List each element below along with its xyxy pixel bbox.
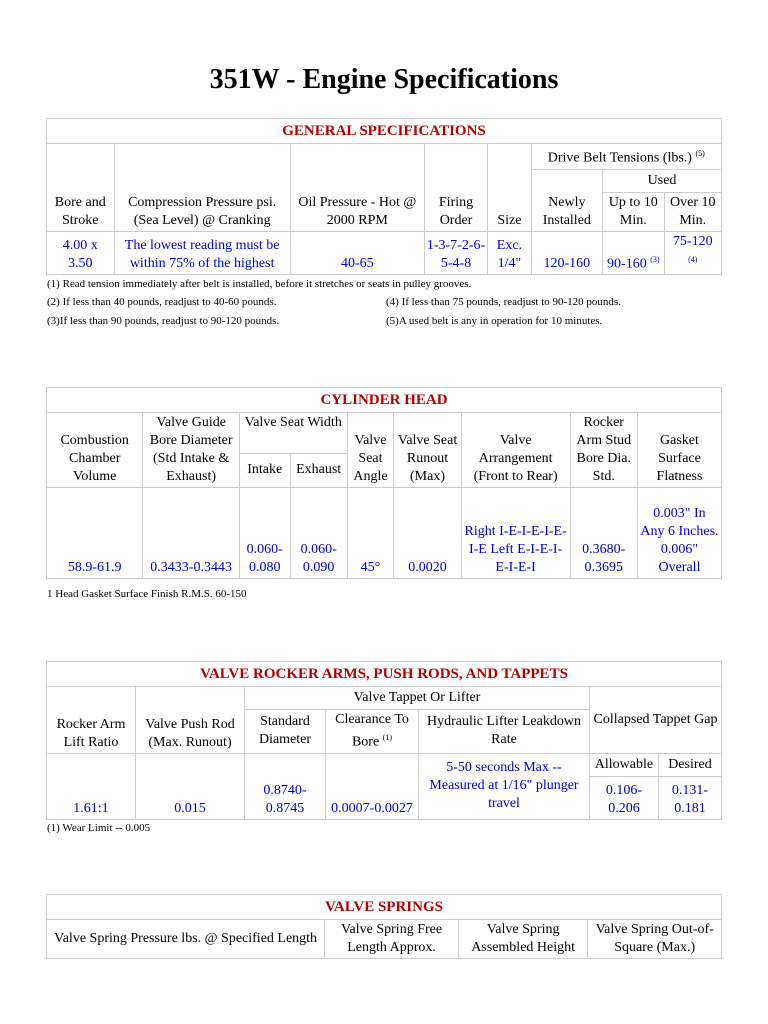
oil-pressure-value: 40-65	[290, 231, 424, 275]
standard-diameter-header: Standard Diameter	[245, 710, 326, 754]
lift-ratio-value: 1.61:1	[47, 753, 136, 819]
intake-value: 0.060-0.080	[239, 488, 290, 579]
over-10-value: 75-120 $^{(4)}$	[664, 231, 721, 275]
gasket-flatness-value: 0.003" In Any 6 Inches. 0.006" Overall	[637, 488, 721, 579]
spring-out-of-square-header: Valve Spring Out-of-Square (Max.)	[588, 920, 722, 959]
compression-value: The lowest reading must be within 75% of the highest	[114, 231, 290, 275]
push-rod-header: Valve Push Rod (Max. Runout)	[136, 687, 245, 754]
springs-caption: VALVE SPRINGS	[47, 895, 722, 920]
valve-seat-angle-header: Valve Seat Angle	[347, 413, 394, 488]
push-rod-value: 0.015	[136, 753, 245, 819]
exhaust-header: Exhaust	[290, 453, 347, 487]
lift-ratio-header: Rocker Arm Lift Ratio	[47, 687, 136, 754]
tappet-group-header: Valve Tappet Or Lifter	[245, 687, 590, 710]
valve-seat-angle-value: 45°	[347, 488, 394, 579]
leakdown-header: Hydraulic Lifter Leakdown Rate	[419, 710, 590, 754]
valve-seat-runout-value: 0.0020	[394, 488, 461, 579]
spring-assembled-height-header: Valve Spring Assembled Height	[458, 920, 588, 959]
desired-header: Desired	[658, 753, 721, 776]
general-caption: GENERAL SPECIFICATIONS	[47, 119, 722, 144]
allowable-header: Allowable	[590, 753, 659, 776]
valve-springs-table	[46, 894, 722, 959]
exhaust-value: 0.060-0.090	[290, 488, 347, 579]
cylinder-head-table	[46, 387, 722, 579]
size-header: Size	[488, 144, 531, 232]
cylinder-caption: CYLINDER HEAD	[47, 388, 722, 413]
desired-value: 0.131-0.181	[658, 776, 721, 819]
valve-guide-value: 0.3433-0.3443	[143, 488, 239, 579]
general-note-5: (5)A used belt is any in operation for 10 minutes.	[386, 315, 603, 327]
valve-seat-width-header: Valve Seat Width	[239, 413, 347, 454]
combustion-value: 58.9-61.9	[47, 488, 143, 579]
clearance-header: Clearance To Bore $^{(1)}$	[326, 710, 419, 754]
newly-installed-value: 120-160	[531, 231, 603, 275]
oil-pressure-header: Oil Pressure - Hot @ 2000 RPM	[290, 144, 424, 232]
over-10-header: Over 10 Min.	[664, 192, 721, 231]
cylinder-note: 1 Head Gasket Surface Finish R.M.S. 60-150	[47, 588, 247, 600]
valve-seat-runout-header: Valve Seat Runout (Max)	[394, 413, 461, 488]
collapsed-gap-header: Collapsed Tappet Gap	[590, 687, 722, 754]
valve-guide-header: Valve Guide Bore Diameter (Std Intake & Exhaust)	[143, 413, 239, 488]
general-note-4: (4) If less than 75 pounds, readjust to 90-120 pounds.	[386, 296, 621, 308]
rocker-arms-table	[46, 661, 722, 820]
gasket-flatness-header: Gasket Surface Flatness	[637, 413, 721, 488]
page-title: 351W - Engine Specifications	[209, 64, 559, 95]
bore-stroke-header: Bore and Stroke	[47, 144, 115, 232]
general-note-3: (3)If less than 90 pounds, readjust to 90-120 pounds.	[47, 315, 280, 327]
used-header: Used	[603, 169, 722, 192]
general-note-1: (1) Read tension immediately after belt is installed, before it stretches or seats in pulley grooves.	[47, 278, 472, 290]
rocker-caption: VALVE ROCKER ARMS, PUSH RODS, AND TAPPETS	[47, 662, 722, 687]
allowable-value: 0.106-0.206	[590, 776, 659, 819]
up-to-10-value: 90-160 $^{(3)}$	[603, 231, 664, 275]
newly-installed-header: Newly Installed	[531, 169, 603, 231]
valve-arrangement-header: Valve Arrangement (Front to Rear)	[461, 413, 570, 488]
rocker-stud-header: Rocker Arm Stud Bore Dia. Std.	[570, 413, 637, 488]
rocker-note: (1) Wear Limit -- 0.005	[47, 822, 151, 834]
valve-arrangement-value: Right I-E-I-E-I-E-I-E Left E-I-E-I-E-I-E-I	[461, 488, 570, 579]
size-value: Exc. 1/4"	[488, 231, 531, 275]
firing-order-value: 1-3-7-2-6-5-4-8	[424, 231, 487, 275]
compression-header: Compression Pressure psi. (Sea Level) @ Cranking	[114, 144, 290, 232]
rocker-stud-value: 0.3680-0.3695	[570, 488, 637, 579]
leakdown-value: 5-50 seconds Max -- Measured at 1/16" plunger travel	[419, 753, 590, 819]
spring-pressure-header: Valve Spring Pressure lbs. @ Specified Length	[47, 920, 325, 959]
spring-free-length-header: Valve Spring Free Length Approx.	[325, 920, 459, 959]
standard-diameter-value: 0.8740-0.8745	[245, 753, 326, 819]
up-to-10-header: Up to 10 Min.	[603, 192, 664, 231]
drive-belt-header: Drive Belt Tensions (lbs.) $^{(5)}$	[531, 144, 721, 170]
general-note-2: (2) If less than 40 pounds, readjust to 40-60 pounds.	[47, 296, 277, 308]
bore-stroke-value: 4.00 x 3.50	[47, 231, 115, 275]
clearance-value: 0.0007-0.0027	[326, 753, 419, 819]
general-specifications-table	[46, 118, 722, 275]
intake-header: Intake	[239, 453, 290, 487]
combustion-header: Combustion Chamber Volume	[47, 413, 143, 488]
firing-order-header: Firing Order	[424, 144, 487, 232]
